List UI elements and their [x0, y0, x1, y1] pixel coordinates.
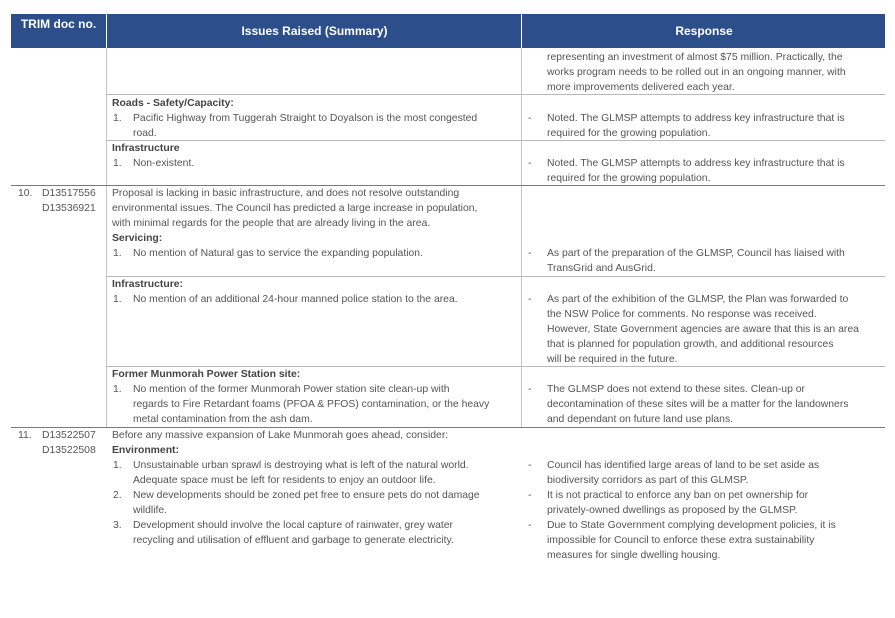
response-line: Noted. The GLMSP attempts to address key infrastructure that is — [547, 113, 845, 124]
issue-line: regards to Fire Retardant foams (PFOA & PFOS) contamination, or the heavy — [133, 399, 490, 410]
response-line: will be required in the future. — [547, 354, 678, 365]
response-line: decontamination of these sites will be a matter for the landowners — [547, 399, 849, 410]
issue-line: Non-existent. — [133, 158, 195, 169]
column-divider-issues — [106, 48, 107, 428]
table-header — [11, 14, 885, 48]
response-line: However, State Government agencies are aware that this is an area — [547, 324, 859, 335]
response-dash: - — [528, 158, 532, 169]
trim-doc-number: D13536921 — [42, 203, 96, 214]
response-line: As part of the preparation of the GLMSP, Council has liaised with — [547, 248, 845, 259]
response-line: TransGrid and AusGrid. — [547, 263, 656, 274]
response-line: that is planned for population growth, and additional resources — [547, 339, 834, 350]
response-line: the NSW Police for comments. No response was received. — [547, 309, 817, 320]
response-dash: - — [528, 384, 532, 395]
issue-line: Pacific Highway from Tuggerah Straight to Doyalson is the most congested — [133, 113, 478, 124]
header-trim-doc-no: TRIM doc no. — [20, 17, 97, 31]
item-number: 2. — [113, 490, 122, 501]
issue-line: road. — [133, 128, 157, 139]
response-line: and dependant on future land use plans. — [547, 414, 734, 425]
item-number: 1. — [113, 384, 122, 395]
section-heading-infrastructure: Infrastructure — [112, 143, 180, 154]
row-divider — [106, 276, 885, 277]
submission-number: 10. — [18, 188, 33, 199]
response-line: Council has identified large areas of land to be set aside as — [547, 460, 820, 471]
response-line: As part of the exhibition of the GLMSP, the Plan was forwarded to — [547, 294, 849, 305]
issue-intro-line: with minimal regards for the people that are already living in the area. — [112, 218, 431, 229]
response-dash: - — [528, 294, 532, 305]
response-line: privately-owned dwellings as proposed by the GLMSP. — [547, 505, 798, 516]
item-number: 3. — [113, 520, 122, 531]
header-issues-raised: Issues Raised (Summary) — [106, 14, 522, 48]
section-heading-roads: Roads - Safety/Capacity: — [112, 98, 234, 109]
column-divider-response — [521, 48, 522, 428]
issue-line: recycling and utilisation of effluent and garbage to generate electricity. — [133, 535, 454, 546]
trim-doc-number: D13522508 — [42, 445, 96, 456]
response-dash: - — [528, 460, 532, 471]
section-heading-power-station: Former Munmorah Power Station site: — [112, 369, 301, 380]
issue-line: Adequate space must be left for residents to enjoy an outdoor life. — [133, 475, 436, 486]
section-heading-servicing: Servicing: — [112, 233, 163, 244]
response-line: Noted. The GLMSP attempts to address key infrastructure that is — [547, 158, 845, 169]
issue-intro-line: Proposal is lacking in basic infrastructure, and does not resolve outstanding — [112, 188, 460, 199]
response-dash: - — [528, 520, 532, 531]
issue-line: No mention of the former Munmorah Power station site clean-up with — [133, 384, 450, 395]
response-dash: - — [528, 113, 532, 124]
issue-line: Development should involve the local capture of rainwater, grey water — [133, 520, 453, 531]
response-line: required for the growing population. — [547, 128, 711, 139]
response-line: The GLMSP does not extend to these sites. Clean-up or — [547, 384, 805, 395]
response-line: more improvements delivered each year. — [547, 82, 735, 93]
response-line: works program needs to be rolled out in an ongoing manner, with — [547, 67, 846, 78]
section-heading-infrastructure: Infrastructure: — [112, 279, 184, 290]
issue-line: No mention of an additional 24-hour manned police station to the area. — [133, 294, 458, 305]
response-dash: - — [528, 248, 532, 259]
item-number: 1. — [113, 113, 122, 124]
submission-number: 11. — [18, 430, 32, 441]
row-divider — [106, 94, 885, 95]
row-divider — [106, 140, 885, 141]
response-line: measures for single dwelling housing. — [547, 550, 721, 561]
response-line: It is not practical to enforce any ban on pet ownership for — [547, 490, 809, 501]
response-line: impossible for Council to enforce these extra sustainability — [547, 535, 815, 546]
response-dash: - — [528, 490, 532, 501]
issue-line: metal contamination from the ash dam. — [133, 414, 313, 425]
item-number: 1. — [113, 460, 122, 471]
response-line: representing an investment of almost $75 million. Practically, the — [547, 52, 843, 63]
issue-line: Unsustainable urban sprawl is destroying what is left of the natural world. — [133, 460, 469, 471]
response-line: required for the growing population. — [547, 173, 711, 184]
item-number: 1. — [113, 294, 122, 305]
response-line: biodiversity corridors as part of this GLMSP. — [547, 475, 749, 486]
trim-doc-number: D13517556 — [42, 188, 96, 199]
issue-line: New developments should be zoned pet free to ensure pets do not damage — [133, 490, 480, 501]
issue-line: wildlife. — [133, 505, 168, 516]
issue-intro-line: environmental issues. The Council has predicted a large increase in population, — [112, 203, 478, 214]
response-line: Due to State Government complying development policies, it is — [547, 520, 836, 531]
item-number: 1. — [113, 248, 122, 259]
item-number: 1. — [113, 158, 122, 169]
issue-line: No mention of Natural gas to service the expanding population. — [133, 248, 423, 259]
header-response: Response — [521, 14, 886, 48]
issue-intro-line: Before any massive expansion of Lake Munmorah goes ahead, consider: — [112, 430, 449, 441]
section-heading-environment: Environment: — [112, 445, 179, 456]
trim-doc-number: D13522507 — [42, 430, 96, 441]
